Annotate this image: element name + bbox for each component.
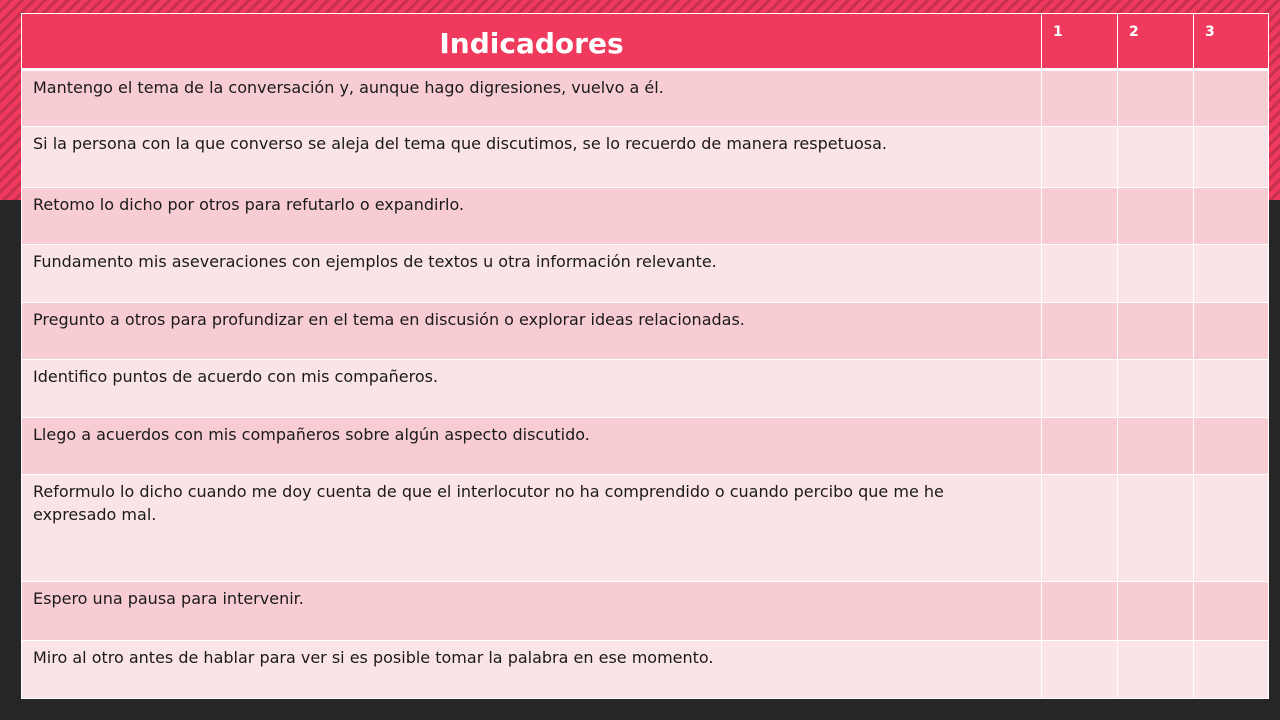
score-cell-3[interactable]	[1194, 70, 1269, 127]
indicadores-header: Indicadores	[22, 14, 1042, 70]
score-cell-2[interactable]	[1118, 475, 1194, 582]
score-cell-3[interactable]	[1194, 418, 1269, 475]
score-cell-2[interactable]	[1118, 303, 1194, 360]
table-row	[22, 303, 1269, 360]
score-cell-3[interactable]	[1194, 360, 1269, 418]
scale-header-3: 3	[1194, 14, 1269, 70]
score-cell-1[interactable]	[1042, 245, 1118, 303]
score-cell-1[interactable]	[1042, 188, 1118, 245]
indicator-text: Si la persona con la que converso se aleja del tema que discutimos, se lo recuerdo de manera respetuosa.	[22, 127, 1042, 188]
indicator-text: Reformulo lo dicho cuando me doy cuenta de que el interlocutor no ha comprendido o cuando percibo que me he expresado mal.	[22, 475, 1042, 582]
score-cell-3[interactable]	[1194, 582, 1269, 641]
scale-header-1: 1	[1042, 14, 1118, 70]
indicator-text: Pregunto a otros para profundizar en el tema en discusión o explorar ideas relacionadas.	[22, 303, 1042, 360]
table-row	[22, 245, 1269, 303]
indicator-text: Miro al otro antes de hablar para ver si es posible tomar la palabra en ese momento.	[22, 641, 1042, 699]
table-row	[22, 641, 1269, 699]
score-cell-1[interactable]	[1042, 360, 1118, 418]
score-cell-1[interactable]	[1042, 127, 1118, 188]
score-cell-2[interactable]	[1118, 70, 1194, 127]
score-cell-3[interactable]	[1194, 475, 1269, 582]
indicator-text: Retomo lo dicho por otros para refutarlo o expandirlo.	[22, 188, 1042, 245]
indicator-text: Espero una pausa para intervenir.	[22, 582, 1042, 641]
indicator-text: Identifico puntos de acuerdo con mis compañeros.	[22, 360, 1042, 418]
score-cell-2[interactable]	[1118, 245, 1194, 303]
indicator-text: Mantengo el tema de la conversación y, aunque hago digresiones, vuelvo a él.	[22, 70, 1042, 127]
rubric-table	[21, 13, 1269, 699]
score-cell-2[interactable]	[1118, 360, 1194, 418]
score-cell-3[interactable]	[1194, 303, 1269, 360]
table-row	[22, 127, 1269, 188]
score-cell-1[interactable]	[1042, 641, 1118, 699]
table-row	[22, 70, 1269, 127]
score-cell-2[interactable]	[1118, 127, 1194, 188]
score-cell-3[interactable]	[1194, 188, 1269, 245]
score-cell-2[interactable]	[1118, 188, 1194, 245]
score-cell-1[interactable]	[1042, 475, 1118, 582]
score-cell-1[interactable]	[1042, 303, 1118, 360]
table-row	[22, 188, 1269, 245]
table-row	[22, 360, 1269, 418]
score-cell-2[interactable]	[1118, 641, 1194, 699]
score-cell-2[interactable]	[1118, 418, 1194, 475]
table-row	[22, 475, 1269, 582]
scale-header-2: 2	[1118, 14, 1194, 70]
table-row	[22, 418, 1269, 475]
score-cell-3[interactable]	[1194, 245, 1269, 303]
score-cell-3[interactable]	[1194, 127, 1269, 188]
score-cell-1[interactable]	[1042, 70, 1118, 127]
score-cell-1[interactable]	[1042, 418, 1118, 475]
indicator-text: Llego a acuerdos con mis compañeros sobre algún aspecto discutido.	[22, 418, 1042, 475]
table-row	[22, 582, 1269, 641]
score-cell-1[interactable]	[1042, 582, 1118, 641]
score-cell-2[interactable]	[1118, 582, 1194, 641]
score-cell-3[interactable]	[1194, 641, 1269, 699]
header-row	[22, 14, 1269, 70]
indicator-text: Fundamento mis aseveraciones con ejemplos de textos u otra información relevante.	[22, 245, 1042, 303]
